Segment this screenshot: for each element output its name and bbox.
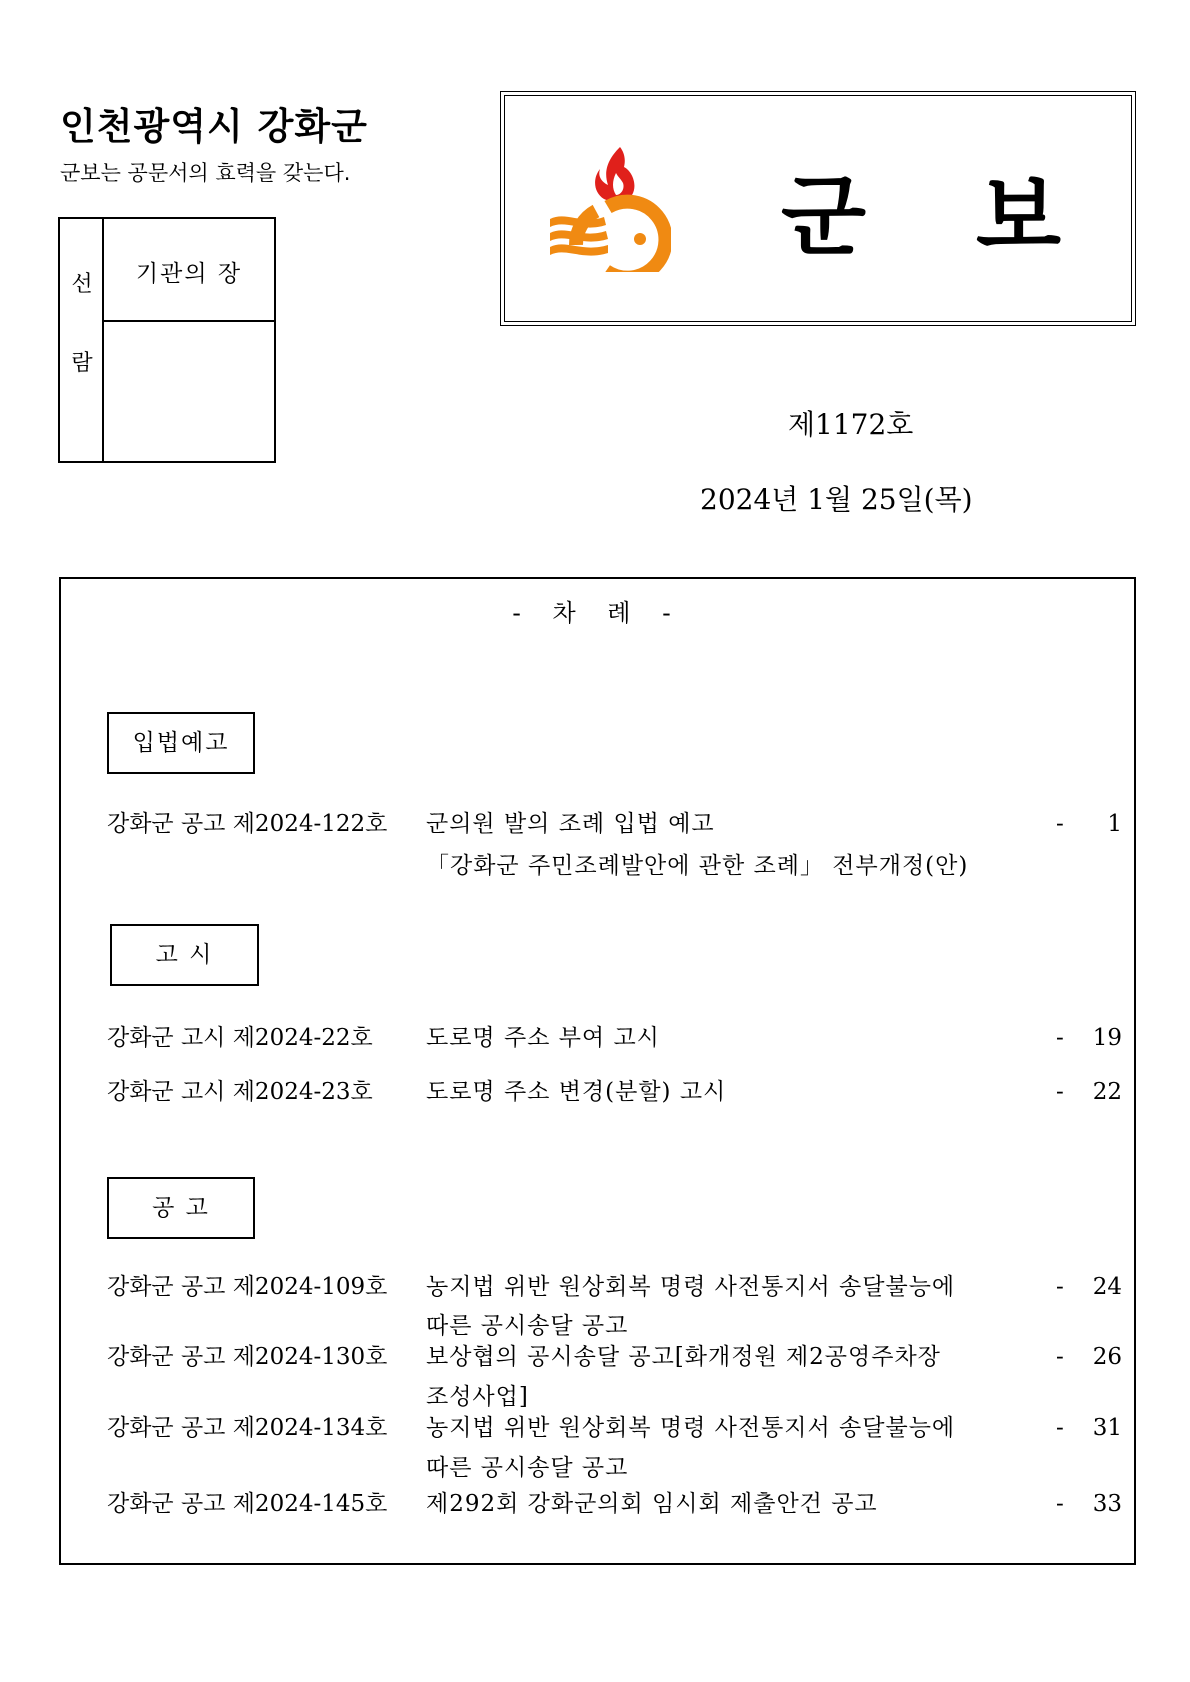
entry-title[interactable]: 군의원 발의 조례 입법 예고 [426, 811, 715, 837]
entry-dash: - [1056, 1274, 1064, 1300]
bulletin-title: 군보 [781, 165, 1172, 268]
entry-title[interactable]: 제292회 강화군의회 임시회 제출안건 공고 [426, 1491, 878, 1517]
approval-side-char-1: 선 [71, 272, 93, 297]
entry-title[interactable]: 농지법 위반 원상회복 명령 사전통지서 송달불능에 [426, 1274, 956, 1300]
entry-page-number[interactable]: 1 [1107, 811, 1122, 837]
approval-head-label: 기관의 장 [104, 219, 274, 322]
entry-title-continued[interactable]: 따른 공시송달 공고 [426, 1313, 629, 1339]
org-subtitle: 군보는 공문서의 효력을 갖는다. [60, 161, 351, 185]
entry-title-continued[interactable]: 「강화군 주민조례발안에 관한 조례」 전부개정(안) [426, 853, 969, 879]
ganghwa-county-emblem-icon [546, 137, 671, 272]
entry-page-number[interactable]: 26 [1092, 1344, 1122, 1370]
title-box [500, 91, 1172, 326]
section-label-legislative-notice: 입법예고 [107, 712, 255, 774]
entry-number[interactable]: 강화군 고시 제2024-22호 [107, 1025, 373, 1051]
table-of-contents [59, 577, 1136, 1565]
entry-dash: - [1056, 1491, 1064, 1517]
entry-page-number[interactable]: 19 [1092, 1025, 1122, 1051]
entry-number[interactable]: 강화군 고시 제2024-23호 [107, 1079, 373, 1105]
approval-side-column [60, 219, 104, 461]
entry-title[interactable]: 도로명 주소 부여 고시 [426, 1025, 660, 1051]
approval-side-char-2: 람 [71, 351, 93, 376]
issue-date: 2024년 1월 25일(목) [700, 483, 973, 516]
toc-title: - 차 례 - [512, 599, 683, 627]
entry-number[interactable]: 강화군 공고 제2024-134호 [107, 1415, 388, 1441]
org-name: 인천광역시 강화군 [60, 105, 368, 148]
section-label-announcement: 공 고 [107, 1177, 255, 1239]
entry-title[interactable]: 도로명 주소 변경(분할) 고시 [426, 1079, 727, 1105]
entry-title-continued[interactable]: 따른 공시송달 공고 [426, 1455, 629, 1481]
entry-page-number[interactable]: 31 [1092, 1415, 1122, 1441]
entry-page-number[interactable]: 33 [1092, 1491, 1122, 1517]
entry-page-number[interactable]: 22 [1092, 1079, 1122, 1105]
entry-dash: - [1056, 1415, 1064, 1441]
entry-dash: - [1056, 1344, 1064, 1370]
entry-dash: - [1056, 811, 1064, 837]
entry-number[interactable]: 강화군 공고 제2024-145호 [107, 1491, 388, 1517]
entry-dash: - [1056, 1025, 1064, 1051]
section-label-public-notice: 고 시 [110, 924, 259, 986]
entry-title[interactable]: 보상협의 공시송달 공고[화개정원 제2공영주차장 [426, 1344, 941, 1370]
entry-title-continued[interactable]: 조성사업] [426, 1384, 529, 1410]
entry-number[interactable]: 강화군 공고 제2024-122호 [107, 811, 388, 837]
entry-number[interactable]: 강화군 공고 제2024-109호 [107, 1274, 388, 1300]
entry-title[interactable]: 농지법 위반 원상회복 명령 사전통지서 송달불능에 [426, 1415, 956, 1441]
issue-number: 제1172호 [788, 408, 914, 441]
entry-page-number[interactable]: 24 [1092, 1274, 1122, 1300]
approval-box [58, 217, 276, 463]
entry-number[interactable]: 강화군 공고 제2024-130호 [107, 1344, 388, 1370]
entry-dash: - [1056, 1079, 1064, 1105]
